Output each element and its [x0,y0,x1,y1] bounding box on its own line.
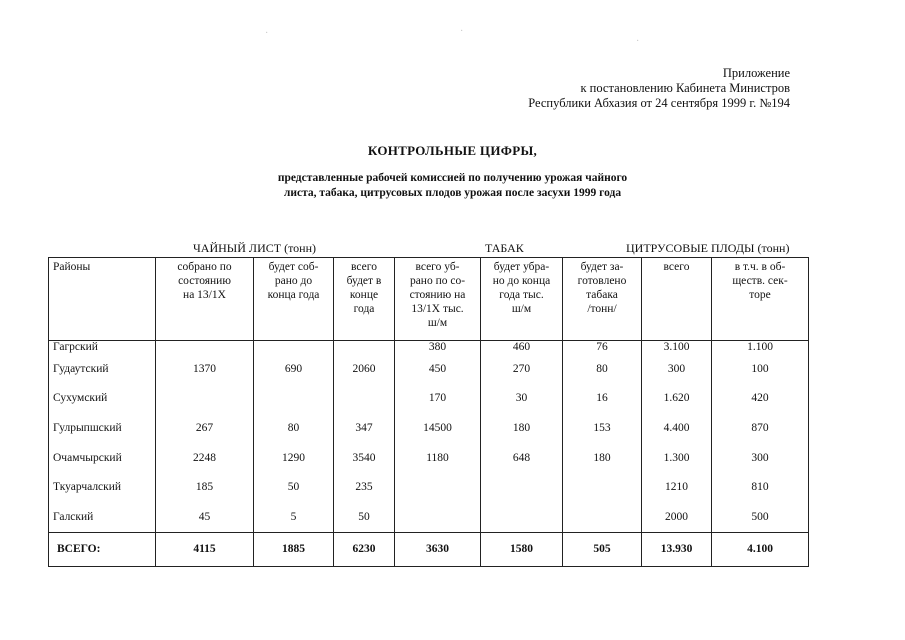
table-cell: 1290 [254,443,334,473]
table-cell [481,472,563,502]
harvest-table [48,257,809,567]
table-cell: 80 [254,413,334,443]
table-cell [563,502,642,532]
total-cell: 6230 [334,532,395,566]
table-cell: 76 [563,341,642,355]
district-name: Очамчырский [49,443,156,473]
table-cell: 1.300 [642,443,712,473]
column-header: собрано по состоянию на 13/1Х [156,258,254,341]
total-cell: 4115 [156,532,254,566]
subtitle-line-2: листа, табака, цитрусовых плодов урожая после засухи 1999 года [283,187,622,199]
column-header: в т.ч. в об- ществ. сек- торе [712,258,809,341]
table-cell: 450 [395,354,481,384]
table-cell [481,502,563,532]
column-header: Районы [49,258,156,341]
table-cell [156,384,254,414]
table-cell: 45 [156,502,254,532]
column-header: всего будет в конце года [334,258,395,341]
district-name: Ткуарчалский [49,472,156,502]
table-cell: 30 [481,384,563,414]
table-cell [395,472,481,502]
table-cell: 460 [481,341,563,355]
total-cell: 1885 [254,532,334,566]
district-name: Гулрыпшский [49,413,156,443]
table-cell: 50 [334,502,395,532]
district-name: Гудаутский [49,354,156,384]
group-label-tea: ЧАЙНЫЙ ЛИСТ (тонн) [193,241,316,255]
table-cell: 2000 [642,502,712,532]
table-row [49,413,809,443]
table-cell: 347 [334,413,395,443]
scan-speck: · [460,26,464,37]
table-row [49,341,809,355]
table-cell: 50 [254,472,334,502]
table-cell: 810 [712,472,809,502]
table-cell: 380 [395,341,481,355]
district-name: Гагрский [49,341,156,355]
table-cell: 180 [481,413,563,443]
table-cell: 2248 [156,443,254,473]
table-cell: 16 [563,384,642,414]
table-cell: 2060 [334,354,395,384]
table-row [49,502,809,532]
table-cell: 235 [334,472,395,502]
scan-speck: · [265,28,269,39]
appendix-block [528,66,790,111]
total-cell: 505 [563,532,642,566]
document-title: КОНТРОЛЬНЫЕ ЦИФРЫ, [367,143,538,158]
total-cell: 3630 [395,532,481,566]
appendix-line-3: Республики Абхазия от 24 сентября 1999 г. №194 [528,96,790,110]
table-cell: 1210 [642,472,712,502]
table-cell: 267 [156,413,254,443]
table-cell [395,502,481,532]
table-row [49,354,809,384]
total-cell: 4.100 [712,532,809,566]
table-cell: 270 [481,354,563,384]
table-cell [334,341,395,355]
column-header: будет убра- но до конца года тыс. ш/м [481,258,563,341]
table-cell: 100 [712,354,809,384]
table-cell: 1.620 [642,384,712,414]
table-cell: 870 [712,413,809,443]
table-cell: 300 [712,443,809,473]
group-label-tobacco: ТАБАК [485,241,524,255]
table-cell: 1180 [395,443,481,473]
total-cell: 13.930 [642,532,712,566]
table-cell: 5 [254,502,334,532]
district-name: Галский [49,502,156,532]
column-header: будет за- готовлено табака /тонн/ [563,258,642,341]
table-cell [156,341,254,355]
table-cell: 648 [481,443,563,473]
appendix-line-2: к постановлению Кабинета Министров [580,81,790,95]
document-subtitle [0,171,905,201]
appendix-line-1: Приложение [722,66,790,80]
table-cell: 14500 [395,413,481,443]
table-row [49,472,809,502]
total-cell: 1580 [481,532,563,566]
table-cell: 180 [563,443,642,473]
table-cell: 3540 [334,443,395,473]
table-cell: 420 [712,384,809,414]
table-header-row [49,258,809,341]
table-cell: 170 [395,384,481,414]
table-total-row [49,532,809,566]
total-label: ВСЕГО: [49,532,156,566]
table-cell: 80 [563,354,642,384]
table-cell: 690 [254,354,334,384]
table-cell [254,341,334,355]
column-header: всего уб- рано по со- стоянию на 13/1Х тыс. ш/м [395,258,481,341]
group-label-citrus: ЦИТРУСОВЫЕ ПЛОДЫ (тонн) [626,241,790,255]
scan-speck: · [636,36,640,47]
table-cell: 500 [712,502,809,532]
table-cell: 153 [563,413,642,443]
table-cell: 1.100 [712,341,809,355]
table-cell: 3.100 [642,341,712,355]
district-name: Сухумский [49,384,156,414]
table-cell: 185 [156,472,254,502]
subtitle-line-1: представленные рабочей комиссией по получению урожая чайного [277,172,628,184]
table-row [49,384,809,414]
table-cell: 300 [642,354,712,384]
column-header: всего [642,258,712,341]
table-cell [334,384,395,414]
table-cell: 4.400 [642,413,712,443]
table-cell: 1370 [156,354,254,384]
table-cell [254,384,334,414]
column-header: будет соб- рано до конца года [254,258,334,341]
table-row [49,443,809,473]
table-cell [563,472,642,502]
